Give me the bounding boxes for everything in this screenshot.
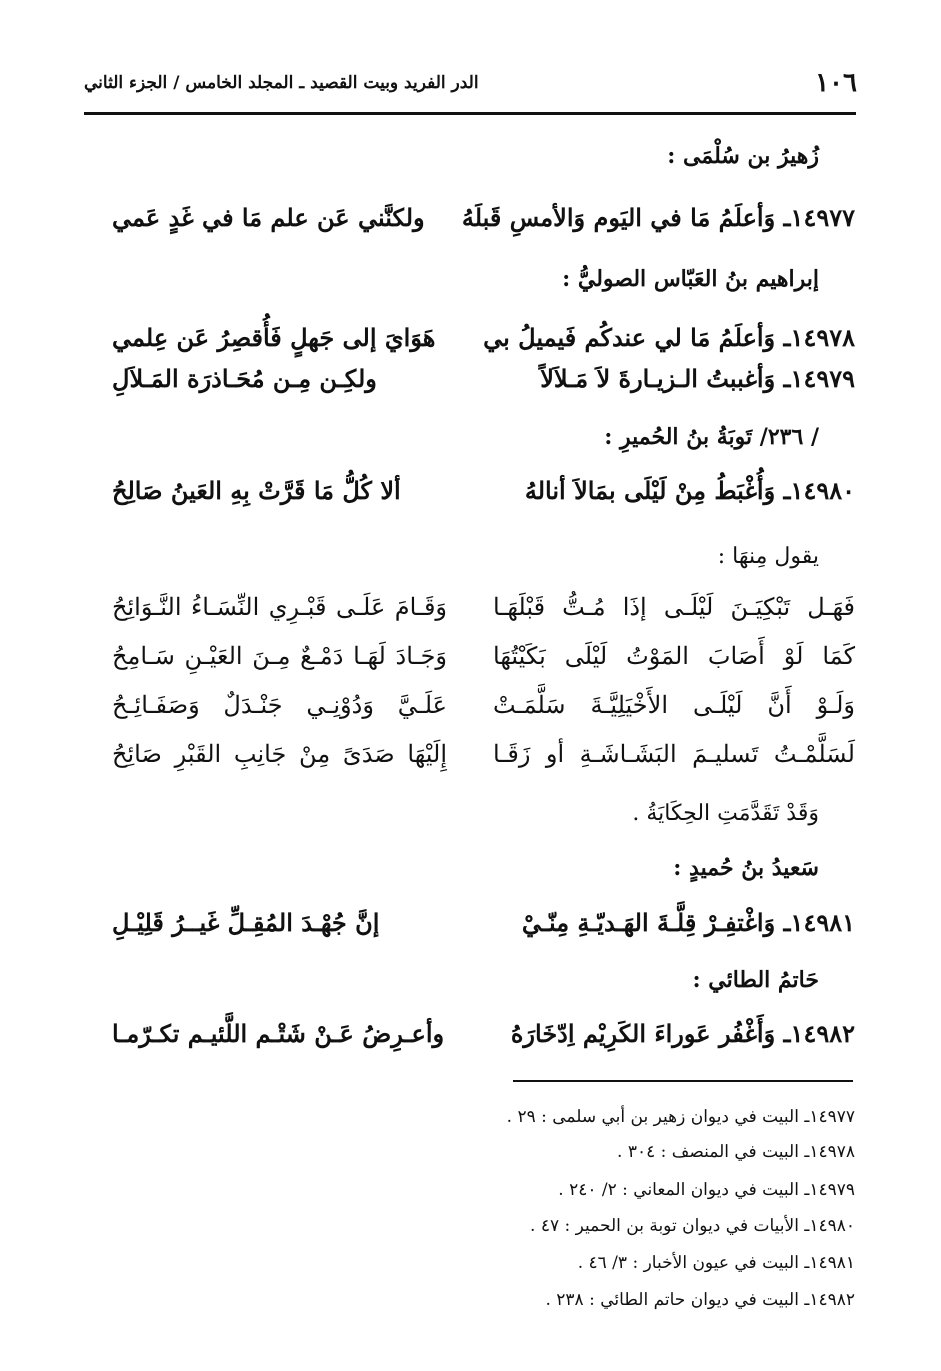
verse-first-hemistich: ١٤٩٨١ـ وَاغْتفِـرْ قِلَّـةَ الهَـديّـةِ مِنّـيْ bbox=[521, 908, 855, 937]
verse-first-hemistich: ١٤٩٨٠ـ وَأُغْبَطُ مِنْ لَيْلَى بمَالاَ أنالهُ bbox=[524, 476, 855, 505]
verse-second-hemistich: وَقَـامَ عَلَـى قَبْـرِي النِّسَـاءُ النَّـوَائِحُ bbox=[112, 593, 447, 621]
poet-name: سَعيدُ بنُ حُميدٍ : bbox=[673, 855, 819, 881]
verse-second-hemistich: ألا كُلُّ مَا قَرَّتْ بِهِ العَينُ صَالِحُ bbox=[112, 476, 401, 505]
footnote: ١٤٩٨٠ـ الأبيات في ديوان توبة بن الحمير : ٤٧ . bbox=[530, 1216, 855, 1236]
cross-reference-note: وَقَدْ تَقَدَّمَتِ الحِكَايَةُ . bbox=[632, 801, 819, 826]
verse-second-hemistich: إنَّ جُهْـدَ المُقِـلِّ غَيــرُ قَلِيْـلِ bbox=[112, 908, 380, 937]
intro-note: يقول مِنهَا : bbox=[717, 544, 819, 569]
footnote-separator bbox=[513, 1080, 853, 1082]
verse-second-hemistich: ولكِـن مِـن مُحَـاذرَة المَـلاَلِ bbox=[112, 364, 377, 393]
footnote: ١٤٩٨٢ـ البيت في ديوان حاتم الطائي : ٢٣٨ . bbox=[545, 1290, 855, 1310]
footnote: ١٤٩٧٩ـ البيت في ديوان المعاني : ٢/ ٢٤٠ . bbox=[558, 1180, 855, 1200]
verse-second-hemistich: وَجَـادَ لَهَـا دَمْـعٌ مِـنَ العَيْـنِ سَـامِحُ bbox=[112, 642, 447, 670]
verse-first-hemistich: فَهَـل تَبْكِيَـنَ لَيْلَـى إذَا مُـتُّ قَبْلَهَـا bbox=[493, 593, 855, 621]
header-rule bbox=[84, 112, 856, 115]
poet-name: زُهيرُ بن سُلْمَى : bbox=[667, 143, 819, 169]
poet-name: / ٢٣٦/ تَوبَةُ بنُ الحُميرِ : bbox=[604, 424, 819, 450]
poet-name: إبراهيم بنُ العَبّاس الصوليُّ : bbox=[562, 266, 819, 292]
footnote: ١٤٩٨١ـ البيت في عيون الأخبار : ٣/ ٤٦ . bbox=[577, 1253, 855, 1273]
verse-first-hemistich: وَلَـوْ أَنَّ لَيْلَـى الأَخْيَلِيَّـةَ سَلَّمَـتْ bbox=[493, 691, 855, 719]
verse-first-hemistich: لَسَلَّمْـتُ تَسليـمَ البَشَـاشَـةِ أو زَقَـا bbox=[493, 740, 855, 768]
footnote: ١٤٩٧٧ـ البيت في ديوان زهير بن أبي سلمى : ٢٩ . bbox=[506, 1107, 855, 1127]
verse-second-hemistich: وأعـرِضُ عَـنْ شَتْـم اللَّئيـم تكـرّمـا bbox=[112, 1019, 445, 1048]
running-title: الدر الفريد وبيت القصيد ـ المجلد الخامس / الجزء الثاني bbox=[84, 73, 479, 93]
verse-second-hemistich: ولكنَّني عَن علم مَا في غَدٍ عَمي bbox=[112, 203, 425, 232]
verse-second-hemistich: إِلَيْهَا صَدَىً مِنْ جَانِبِ القَبْرِ صَائِحُ bbox=[112, 740, 447, 768]
footnote: ١٤٩٧٨ـ البيت في المنصف : ٣٠٤ . bbox=[617, 1142, 855, 1162]
page-number: ١٠٦ bbox=[815, 68, 857, 98]
verse-second-hemistich: عَلَـيَّ وَدُوْنِـي جَنْـدَلٌ وَصَفَـائِـحُ bbox=[112, 691, 447, 719]
verse-first-hemistich: ١٤٩٨٢ـ وَأَغْفُر عَوراءَ الكَرِيْم اِدّخَارَهُ bbox=[510, 1019, 855, 1048]
verse-first-hemistich: ١٤٩٧٧ـ وَأعلَمُ مَا في اليَوم وَالأمسِ قَبلَهُ bbox=[461, 203, 855, 232]
verse-first-hemistich: ١٤٩٧٨ـ وَأعلَمُ مَا لي عندكُم فَيميلُ بي bbox=[483, 323, 855, 352]
verse-first-hemistich: كَمَا لَوْ أَصَابَ المَوْتُ لَيْلَى بَكَيْتُهَا bbox=[493, 642, 855, 670]
verse-first-hemistich: ١٤٩٧٩ـ وَأغببتُ الـزيـارةَ لاَ مَـلاَلاً bbox=[540, 364, 855, 393]
verse-second-hemistich: هَوَايَ إلى جَهلٍ فَأُقصِرُ عَن عِلمي bbox=[112, 323, 436, 352]
page-header bbox=[84, 66, 857, 100]
poet-name: حَاتمُ الطائي : bbox=[692, 967, 819, 993]
